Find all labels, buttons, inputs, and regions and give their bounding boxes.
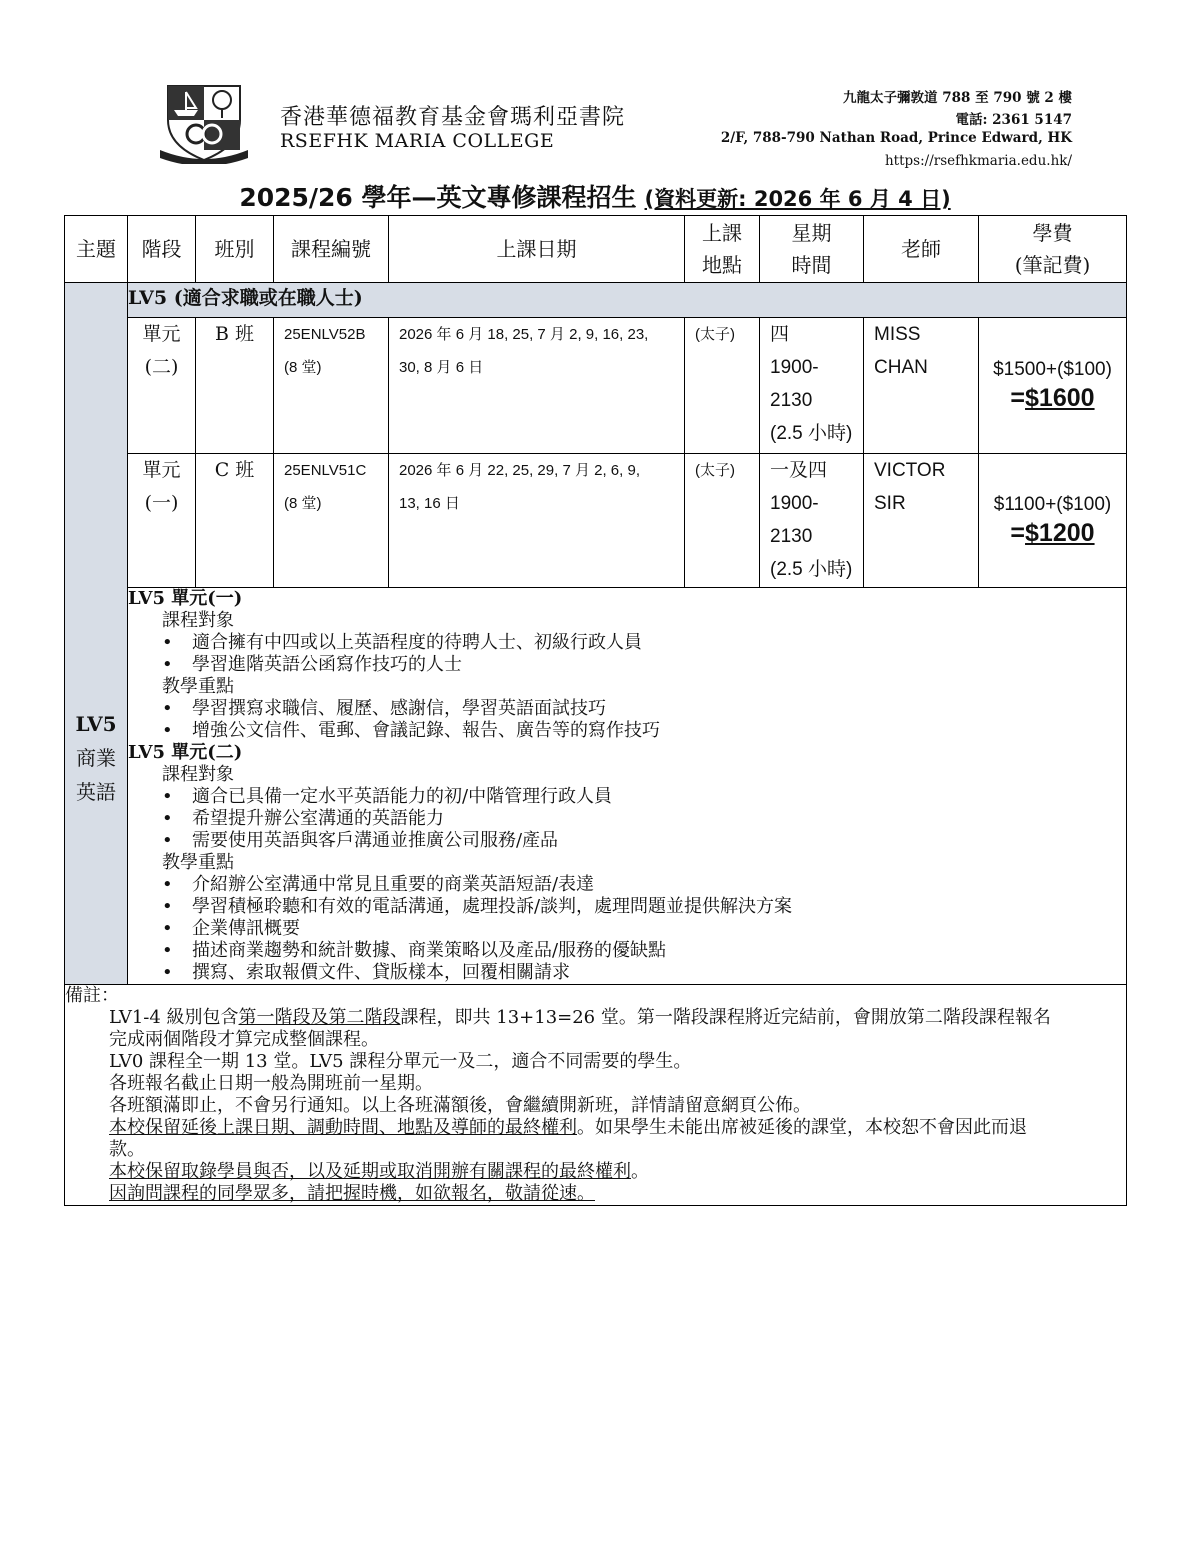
location-cell: (太子): [685, 318, 760, 454]
note-item: ● 各班報名截止日期一般為開班前一星期。: [109, 1073, 1126, 1095]
teacher-cell: MISS CHAN: [864, 318, 979, 454]
fee-cell: $1500+($100) =$1600: [979, 318, 1127, 454]
list-item: • 學習積極聆聽和有效的電話溝通，處理投訴/談判，處理問題並提供解決方案: [192, 896, 1126, 918]
list-item: • 適合已具備一定水平英語能力的初/中階管理行政人員: [192, 786, 1126, 808]
fee-cell: $1100+($100) =$1200: [979, 454, 1127, 588]
subject-cell: LV5 商業 英語: [65, 283, 128, 985]
notes-list: [65, 1007, 1126, 1205]
course-table: [64, 215, 1127, 1206]
list-item: • 企業傳訊概要: [192, 918, 1126, 940]
level-heading: LV5 (適合求職或在職人士): [128, 283, 1127, 318]
notes-label: 備註：: [65, 985, 119, 1006]
phase-cell: 單元 (一): [128, 454, 196, 588]
table-row: [65, 454, 1127, 588]
list-item: • 學習撰寫求職信、履歷、感謝信，學習英語面試技巧: [192, 698, 1126, 720]
table-row: [65, 318, 1127, 454]
title-main: 2025/26 學年—英文專修課程招生: [239, 183, 637, 212]
course-description: [128, 588, 1127, 985]
school-name-en: RSEFHK MARIA COLLEGE: [280, 130, 555, 152]
update-date: (資料更新: 2026 年 6 月 4 日): [644, 187, 951, 211]
page-title: [64, 178, 1126, 214]
unit2-target-label: 課程對象: [162, 764, 234, 785]
unit1-target-list: [128, 632, 1126, 676]
list-item: • 描述商業趨勢和統計數據、商業策略以及產品/服務的優缺點: [192, 940, 1126, 962]
school-name-zh: 香港華德福教育基金會瑪利亞書院: [280, 105, 626, 130]
list-item: • 需要使用英語與客戶溝通並推廣公司服務/產品: [192, 830, 1126, 852]
list-item: • 希望提升辦公室溝通的英語能力: [192, 808, 1126, 830]
address-en: 2/F, 788-790 Nathan Road, Prince Edward, HK: [720, 130, 1072, 146]
level-heading-row: [65, 283, 1127, 318]
note-item: ● 本校保留延後上課日期、調動時間、地點及導師的最終權利。如果學生未能出席被延後的課堂，本校恕不會因此而退 款。: [109, 1117, 1126, 1161]
list-item: • 學習進階英語公函寫作技巧的人士: [192, 654, 1126, 676]
phase-cell: 單元 (二): [128, 318, 196, 454]
website-link[interactable]: https://rsefhkmaria.edu.hk/: [884, 153, 1072, 169]
teacher-cell: VICTOR SIR: [864, 454, 979, 588]
weekday-cell: 四 1900- 2130 (2.5 小時): [760, 318, 864, 454]
dates-cell: 2026 年 6 月 18, 25, 7 月 2, 9, 16, 23, 30, 8 月 6 日: [389, 318, 685, 454]
header-weekday-time: 星期 時間: [760, 216, 864, 283]
note-item: ● 各班額滿即止，不會另行通知。以上各班滿額後，會繼續開新班，詳情請留意網頁公佈。: [109, 1095, 1126, 1117]
header-fee: 學費 (筆記費): [979, 216, 1127, 283]
unit2-focus-label: 教學重點: [162, 852, 234, 873]
header-class: 班別: [196, 216, 274, 283]
class-cell: B 班: [196, 318, 274, 454]
unit2-target-list: [128, 786, 1126, 852]
code-cell: 25ENLV52B (8 堂): [274, 318, 389, 454]
location-cell: (太子): [685, 454, 760, 588]
description-row: [65, 588, 1127, 985]
note-item: ● 本校保留取錄學員與否，以及延期或取消開辦有關課程的最終權利。: [109, 1161, 1126, 1183]
unit1-target-label: 課程對象: [162, 610, 234, 631]
notes-row: [65, 985, 1127, 1206]
note-item: ● LV0 課程全一期 13 堂。LV5 課程分單元一及二，適合不同需要的學生。: [109, 1051, 1126, 1073]
list-item: • 增強公文信件、電郵、會議記錄、報告、廣告等的寫作技巧: [192, 720, 1126, 742]
weekday-cell: 一及四 1900- 2130 (2.5 小時): [760, 454, 864, 588]
unit2-title: LV5 單元(二): [128, 742, 243, 763]
header-phase: 階段: [128, 216, 196, 283]
header-code: 課程編號: [274, 216, 389, 283]
unit1-title: LV5 單元(一): [128, 588, 243, 609]
notes-section: [65, 985, 1127, 1206]
header-dates: 上課日期: [389, 216, 685, 283]
header-location: 上課 地點: [685, 216, 760, 283]
school-logo: [160, 80, 248, 164]
note-item: ● 因詢問課程的同學眾多，請把握時機，如欲報名，敬請從速。: [109, 1183, 1126, 1205]
class-cell: C 班: [196, 454, 274, 588]
dates-cell: 2026 年 6 月 22, 25, 29, 7 月 2, 6, 9, 13, 16 日: [389, 454, 685, 588]
code-cell: 25ENLV51C (8 堂): [274, 454, 389, 588]
list-item: • 介紹辦公室溝通中常見且重要的商業英語短語/表達: [192, 874, 1126, 896]
list-item: • 適合擁有中四或以上英語程度的待聘人士、初級行政人員: [192, 632, 1126, 654]
phone-number: 電話: 2361 5147: [955, 112, 1072, 128]
unit1-focus-list: [128, 698, 1126, 742]
header-teacher: 老師: [864, 216, 979, 283]
list-item: • 撰寫、索取報價文件、貸版樣本，回覆相關請求: [192, 962, 1126, 984]
unit1-focus-label: 教學重點: [162, 676, 234, 697]
address-zh: 九龍太子彌敦道 788 至 790 號 2 樓: [843, 90, 1072, 106]
header-subject: 主題: [65, 216, 128, 283]
note-item: ● LV1-4 級別包含第一階段及第二階段課程，即共 13+13=26 堂。第一階段課程將近完結前，會開放第二階段課程報名 完成兩個階段才算完成整個課程。: [109, 1007, 1126, 1051]
table-header-row: [65, 216, 1127, 283]
unit2-focus-list: [128, 874, 1126, 984]
